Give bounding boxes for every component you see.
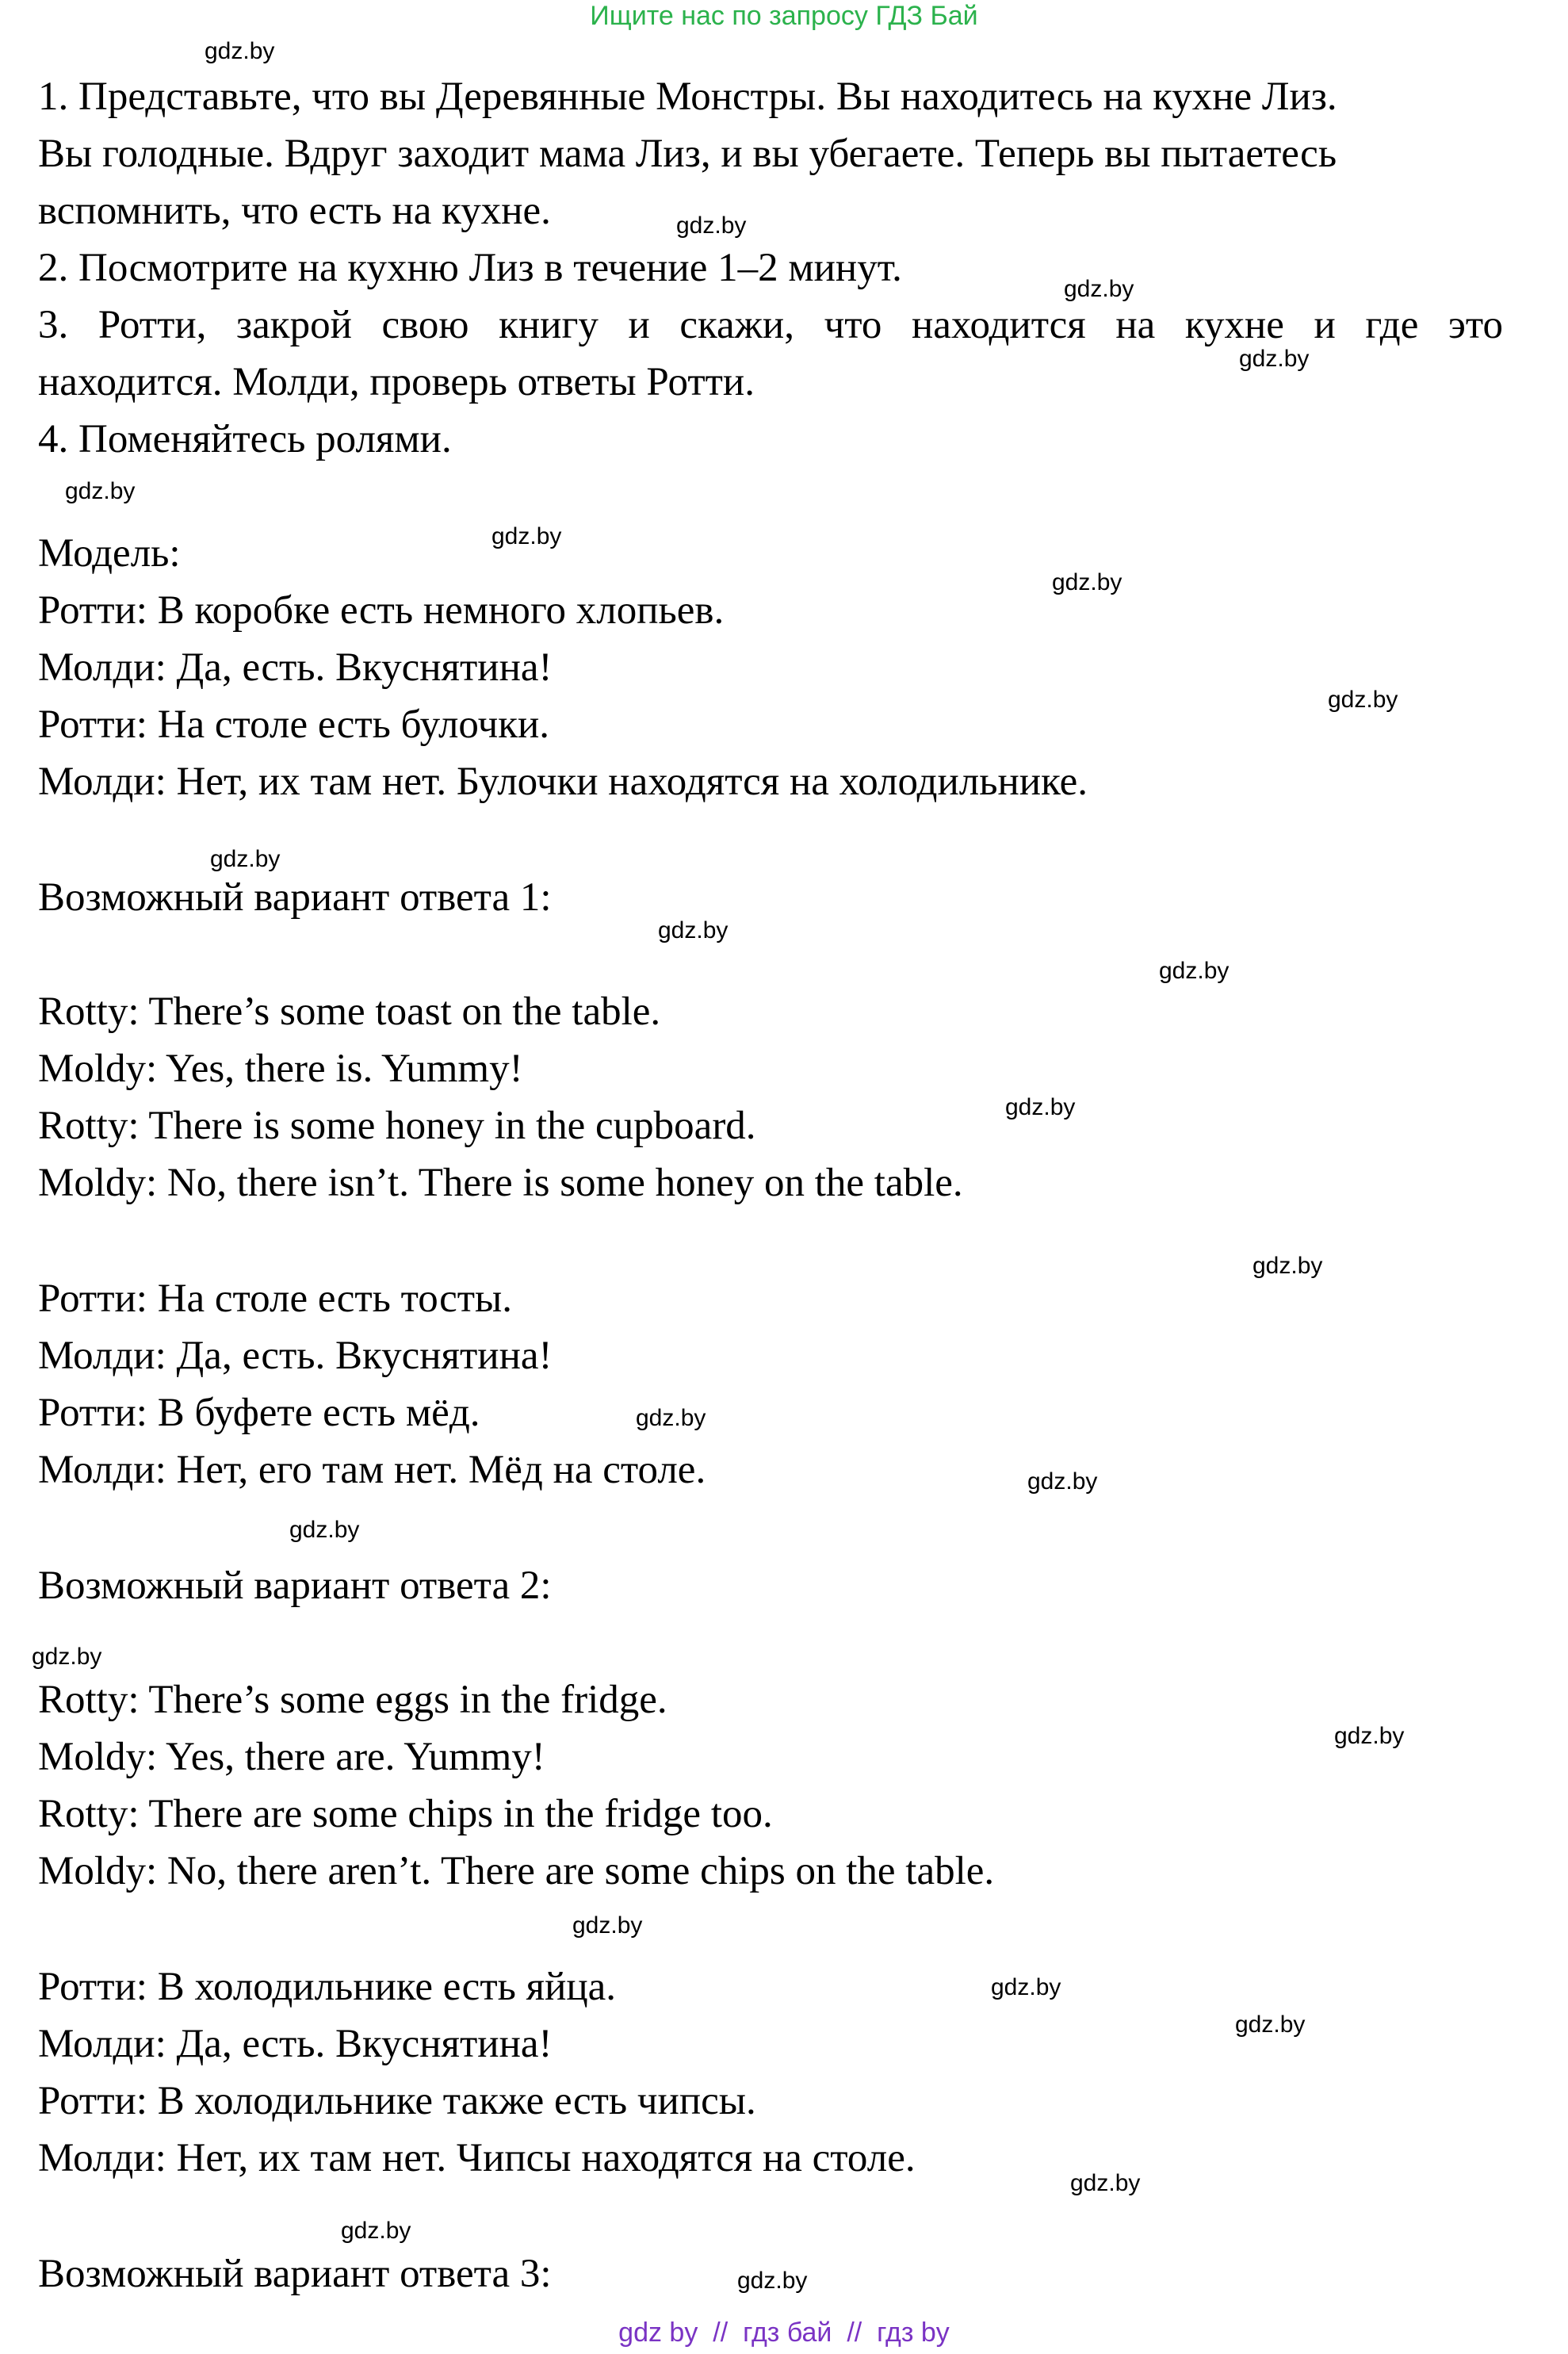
watermark: gdz.by: [65, 478, 136, 504]
watermark: gdz.by: [1334, 1723, 1405, 1749]
watermark: gdz.by: [1159, 958, 1230, 984]
model-heading: Модель:: [38, 531, 181, 576]
watermark: gdz.by: [1027, 1468, 1098, 1495]
answer-2-en-line-2: Moldy: Yes, there are. Yummy!: [38, 1735, 545, 1779]
answer-2-ru-line-3: Ротти: В холодильнике также есть чипсы.: [38, 2079, 756, 2123]
footer-links: [0, 2317, 1568, 2348]
watermark: gdz.by: [658, 917, 729, 944]
watermark: gdz.by: [676, 212, 747, 239]
footer-link-gdz-bai[interactable]: гдз бай: [743, 2318, 832, 2348]
task-line-3: вспомнить, что есть на кухне.: [38, 189, 551, 233]
watermark: gdz.by: [491, 523, 562, 549]
footer-link-gdz-by[interactable]: gdz by: [618, 2318, 698, 2348]
model-line-1: Ротти: В коробке есть немного хлопьев.: [38, 588, 725, 633]
answer-3-heading: Возможный вариант ответа 3:: [38, 2252, 552, 2296]
watermark: gdz.by: [205, 38, 275, 64]
answer-2-en-line-1: Rotty: There’s some eggs in the fridge.: [38, 1678, 667, 1722]
task-line-5: 3. Ротти, закрой свою книгу и скажи, что находится на кухне и где это: [38, 303, 1503, 347]
watermark: gdz.by: [289, 1517, 360, 1543]
answer-1-ru-line-4: Молди: Нет, его там нет. Мёд на столе.: [38, 1448, 706, 1492]
watermark: gdz.by: [1328, 687, 1398, 713]
watermark: gdz.by: [991, 1974, 1061, 2000]
answer-1-en-line-4: Moldy: No, there isn’t. There is some honey on the table.: [38, 1161, 963, 1205]
search-banner[interactable]: Ищите нас по запросу ГДЗ Бай: [590, 1, 978, 31]
watermark: gdz.by: [737, 2268, 808, 2294]
answer-1-ru-line-2: Молди: Да, есть. Вкуснятина!: [38, 1334, 553, 1378]
footer-separator: //: [847, 2318, 862, 2348]
task-line-6: находится. Молди, проверь ответы Ротти.: [38, 360, 755, 404]
watermark: gdz.by: [1252, 1253, 1323, 1279]
answer-1-en-line-1: Rotty: There’s some toast on the table.: [38, 989, 661, 1034]
answer-1-ru-line-3: Ротти: В буфете есть мёд.: [38, 1391, 480, 1435]
model-line-3: Ротти: На столе есть булочки.: [38, 702, 550, 747]
answer-2-ru-line-1: Ротти: В холодильнике есть яйца.: [38, 1965, 617, 2009]
answer-1-heading: Возможный вариант ответа 1:: [38, 875, 552, 920]
answer-1-en-line-2: Moldy: Yes, there is. Yummy!: [38, 1047, 523, 1091]
answer-1-ru-line-1: Ротти: На столе есть тосты.: [38, 1277, 513, 1321]
answer-1-en-line-3: Rotty: There is some honey in the cupboard.: [38, 1104, 756, 1148]
watermark: gdz.by: [210, 846, 281, 872]
watermark: gdz.by: [1070, 2170, 1141, 2196]
task-line-4: 2. Посмотрите на кухню Лиз в течение 1–2 минут.: [38, 246, 902, 290]
footer-separator: //: [713, 2318, 729, 2348]
watermark: gdz.by: [341, 2218, 411, 2244]
answer-2-en-line-3: Rotty: There are some chips in the fridge too.: [38, 1792, 773, 1836]
watermark: gdz.by: [32, 1644, 102, 1670]
watermark: gdz.by: [1005, 1094, 1076, 1120]
footer-link-gdz-by-ru[interactable]: гдз by: [877, 2318, 950, 2348]
task-line-7: 4. Поменяйтесь ролями.: [38, 417, 452, 461]
answer-2-heading: Возможный вариант ответа 2:: [38, 1564, 552, 1608]
watermark: gdz.by: [1235, 2011, 1306, 2038]
task-line-1: 1. Представьте, что вы Деревянные Монстры. Вы находитесь на кухне Лиз.: [38, 75, 1337, 119]
answer-2-en-line-4: Moldy: No, there aren’t. There are some chips on the table.: [38, 1849, 995, 1893]
task-line-2: Вы голодные. Вдруг заходит мама Лиз, и вы убегаете. Теперь вы пытаетесь: [38, 132, 1337, 176]
answer-2-ru-line-4: Молди: Нет, их там нет. Чипсы находятся на столе.: [38, 2136, 916, 2180]
watermark: gdz.by: [1052, 569, 1122, 595]
model-line-2: Молди: Да, есть. Вкуснятина!: [38, 645, 553, 690]
model-line-4: Молди: Нет, их там нет. Булочки находятся на холодильнике.: [38, 760, 1088, 804]
watermark: gdz.by: [1239, 346, 1310, 372]
watermark: gdz.by: [636, 1405, 706, 1431]
answer-2-ru-line-2: Молди: Да, есть. Вкуснятина!: [38, 2022, 553, 2066]
watermark: gdz.by: [572, 1912, 643, 1939]
watermark: gdz.by: [1064, 276, 1134, 302]
